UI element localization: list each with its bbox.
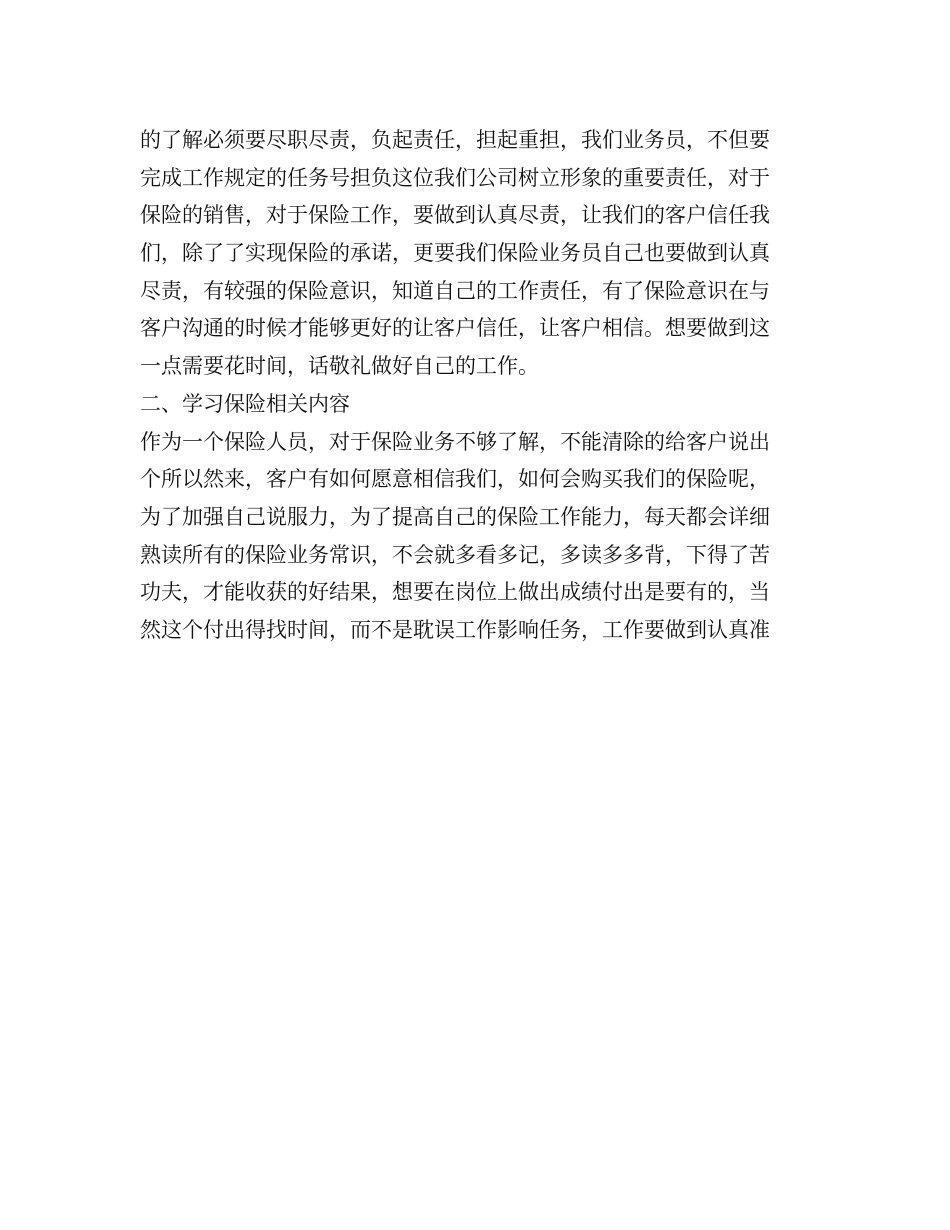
text-line: 的了解必须要尽职尽责，负起责任，担起重担，我们业务员，不但要	[140, 128, 770, 152]
text-line: 保险的销售，对于保险工作，要做到认真尽责，让我们的客户信任我	[140, 203, 770, 228]
text-line: 为了加强自己说服力，为了提高自己的保险工作能力，每天都会详细	[140, 504, 770, 529]
text-line: 尽责，有较强的保险意识，知道自己的工作责任，有了保险意识在与	[140, 278, 770, 303]
document-body	[140, 122, 800, 650]
text-line: 作为一个保险人员，对于保险业务不够了解，不能清除的给客户说出	[140, 429, 770, 454]
text-line: 一点需要花时间，话敬礼做好自己的工作。	[140, 354, 539, 379]
section-heading: 二、学习保险相关内容	[140, 391, 350, 416]
text-line: 然这个付出得找时间，而不是耽误工作影响任务，工作要做到认真准	[140, 617, 770, 642]
text-line: 功夫，才能收获的好结果，想要在岗位上做出成绩付出是要有的，当	[140, 580, 770, 605]
text-line: 个所以然来，客户有如何愿意相信我们，如何会购买我们的保险呢，	[140, 467, 770, 492]
text-line: 客户沟通的时候才能够更好的让客户信任，让客户相信。想要做到这	[140, 316, 770, 341]
text-line: 们，除了了实现保险的承诺，更要我们保险业务员自己也要做到认真	[140, 241, 770, 266]
text-line: 熟读所有的保险业务常识，不会就多看多记，多读多多背，下得了苦	[140, 542, 770, 567]
text-line: 完成工作规定的任务号担负这位我们公司树立形象的重要责任，对于	[140, 165, 770, 190]
